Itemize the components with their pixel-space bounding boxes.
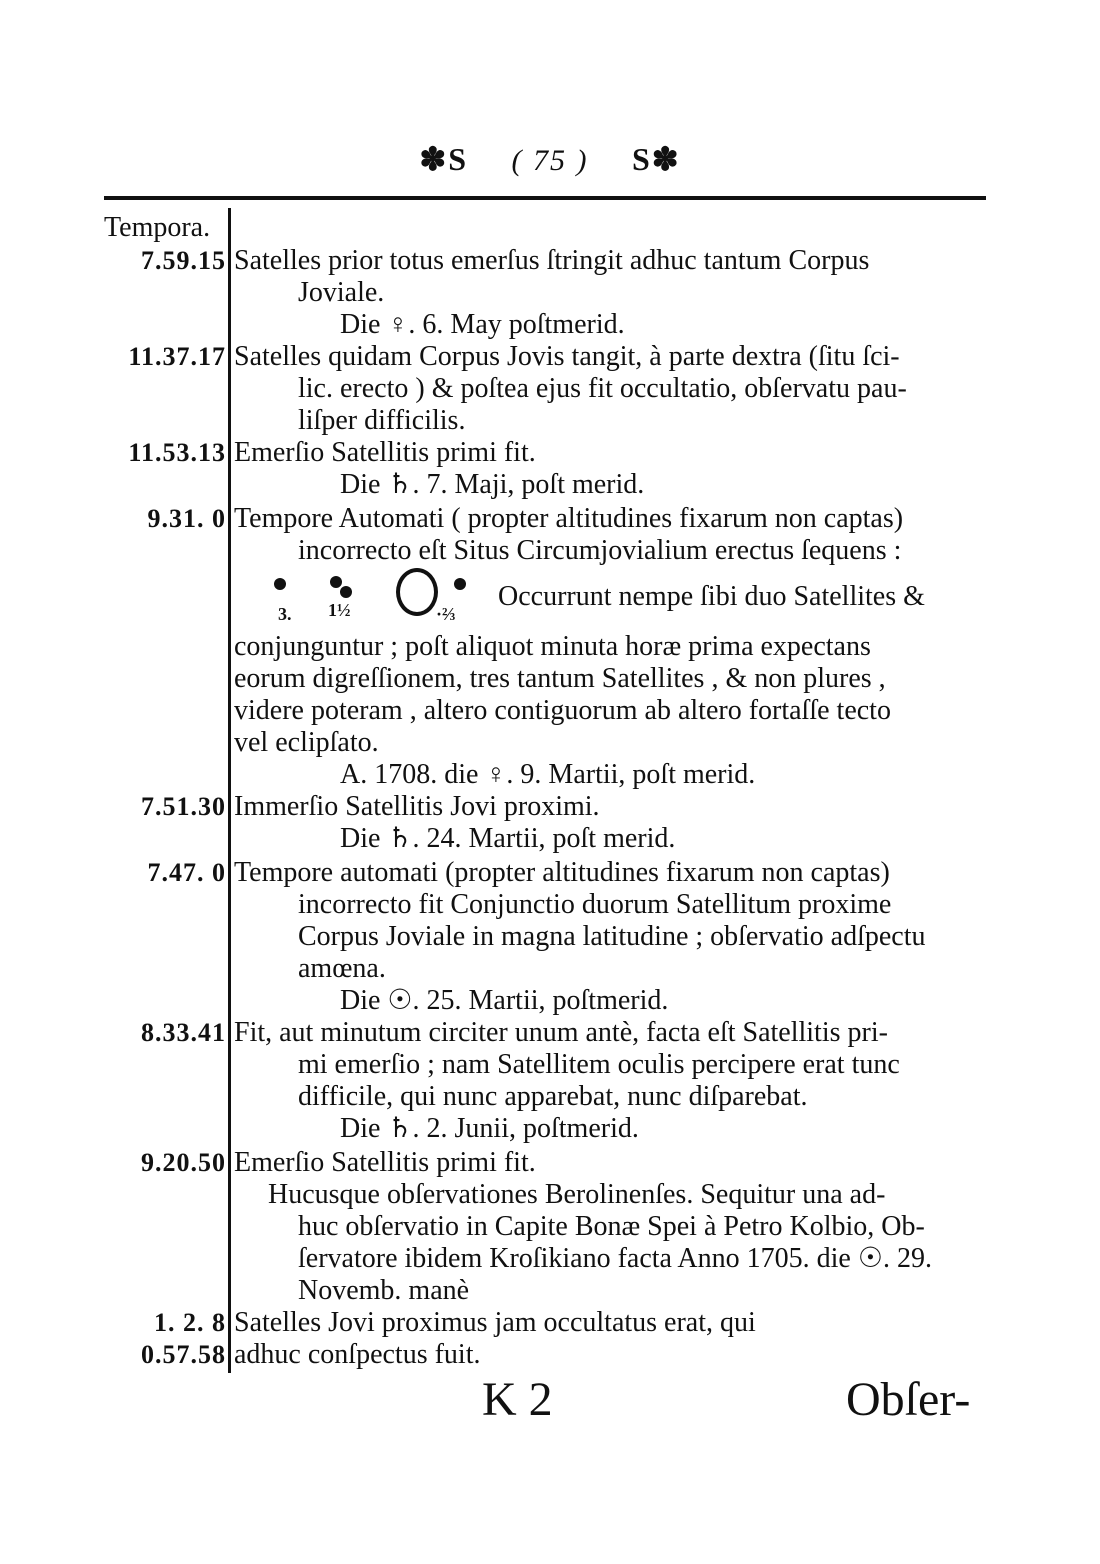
observation-line: Satelles prior totus emerſus ſtringit adhuc tantum Corpus [234, 245, 870, 276]
right-ornament: S✽ [631, 141, 681, 177]
observation-line: Tempore automati (propter altitudines fixarum non captas) [234, 857, 890, 888]
signature-mark: K 2 [482, 1373, 553, 1426]
header-rule [104, 196, 986, 200]
note-line: Novemb. manè [298, 1275, 470, 1306]
column-heading: Tempora. [104, 212, 211, 243]
time-value: 8.33.41 [141, 1018, 226, 1047]
observation-line: adhuc conſpectus fuit. [234, 1339, 481, 1370]
date-line: Die ♄. 7. Maji, poſt merid. [340, 469, 645, 500]
observation-line: Satelles Jovi proximus jam occultatus erat, qui [234, 1307, 756, 1338]
observation-line: videre poteram , altero contiguorum ab altero fortaſſe tecto [234, 695, 891, 726]
observation-line: lic. erecto ) & poſtea ejus fit occultatio, obſervatu pau- [298, 373, 907, 404]
observation-line: vel eclipſato. [234, 727, 379, 758]
time-value: 11.37.17 [128, 342, 226, 371]
observation-line: Emerſio Satellitis primi fit. [234, 1147, 536, 1178]
satellite-label: 1½ [328, 600, 351, 620]
satellite-label: 3. [278, 604, 292, 624]
date-line: Die ♄. 2. Junii, poſtmerid. [340, 1113, 639, 1144]
satellite-dot [274, 578, 286, 590]
time-value: 9.20.50 [141, 1148, 226, 1177]
jupiter-disk [396, 568, 438, 616]
observation-line: Satelles quidam Corpus Jovis tangit, à parte dextra (ſitu ſci- [234, 341, 900, 372]
observation-line: Joviale. [298, 277, 385, 308]
note-line: ſervatore ibidem Kroſikiano facta Anno 1705. die ☉. 29. [298, 1243, 932, 1274]
satellite-dot [454, 578, 466, 590]
observation-line: incorrecto eſt Situs Circumjovialium erectus ſequens : [298, 535, 902, 566]
page-number: ( 75 ) [511, 144, 589, 177]
note-line: Hucusque obſervationes Berolinenſes. Sequitur una ad- [268, 1179, 886, 1210]
satellite-configuration-diagram [232, 572, 492, 632]
observation-line: mi emerſio ; nam Satellitem oculis percipere erat tunc [298, 1049, 900, 1080]
satellite-dot [330, 576, 342, 588]
observation-line: Immerſio Satellitis Jovi proximi. [234, 791, 600, 822]
time-value: 9.31. 0 [147, 504, 226, 533]
observation-line: liſper difficilis. [298, 405, 466, 436]
observation-line: eorum digreſſionem, tres tantum Satellites , & non plures , [234, 663, 886, 694]
time-value: 7.47. 0 [147, 858, 226, 887]
left-ornament: ✽S [419, 141, 468, 177]
time-value: 0.57.58 [141, 1340, 226, 1369]
date-line: A. 1708. die ♀. 9. Martii, poſt merid. [340, 759, 756, 790]
observation-line: Fit, aut minutum circiter unum antè, facta eſt Satellitis pri- [234, 1017, 888, 1048]
satellite-dot [340, 586, 352, 598]
time-value: 7.59.15 [141, 246, 226, 275]
date-line: Die ☉. 25. Martii, poſtmerid. [340, 985, 669, 1016]
note-line: huc obſervatio in Capite Bonæ Spei à Petro Kolbio, Ob- [298, 1211, 925, 1242]
date-line: Die ♀. 6. May poſtmerid. [340, 309, 625, 340]
observation-line: Corpus Joviale in magna latitudine ; obſervatio adſpectu [298, 921, 926, 952]
observation-line: conjunguntur ; poſt aliquot minuta horæ prima expectans [234, 631, 871, 662]
observation-line: Emerſio Satellitis primi fit. [234, 437, 536, 468]
time-value: 11.53.13 [128, 438, 226, 467]
observation-line: incorrecto fit Conjunctio duorum Satellitum proxime [298, 889, 892, 920]
column-divider [228, 208, 231, 1373]
observation-line: difficile, qui nunc apparebat, nunc diſparebat. [298, 1081, 808, 1112]
satellite-label: ·⅔ [436, 604, 456, 624]
observation-line: Tempore Automati ( propter altitudines fixarum non captas) [234, 503, 904, 534]
observation-line: amœna. [298, 953, 386, 984]
date-line: Die ♄. 24. Martii, poſt merid. [340, 823, 676, 854]
time-value: 1. 2. 8 [154, 1308, 226, 1337]
catchword: Obſer- [846, 1373, 971, 1426]
running-header [0, 140, 1100, 178]
time-value: 7.51.30 [141, 792, 226, 821]
observation-line: Occurrunt nempe ſibi duo Satellites & [498, 581, 925, 612]
